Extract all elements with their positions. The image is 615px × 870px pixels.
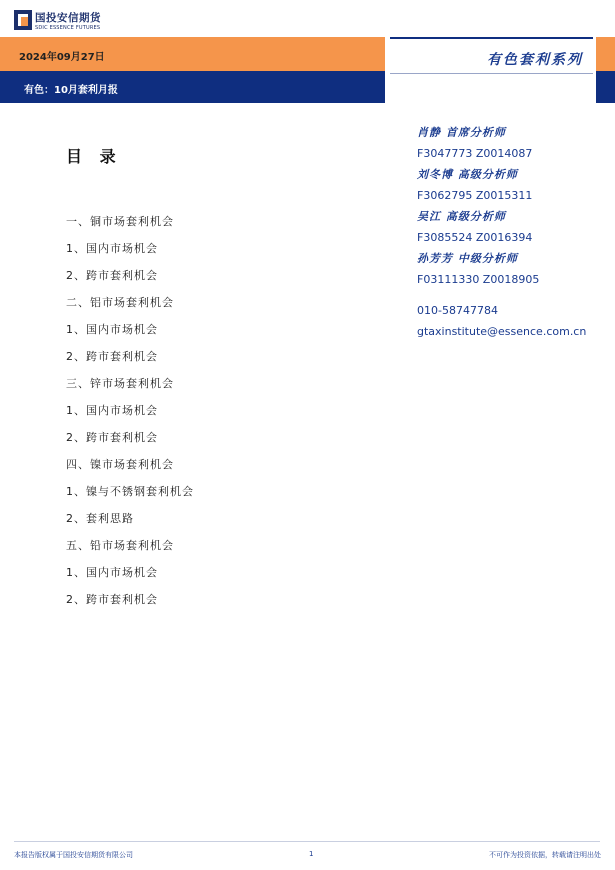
analyst-name: 肖静 首席分析师 bbox=[417, 126, 506, 139]
toc-item: 2、跨市套利机会 bbox=[66, 431, 158, 444]
toc-item: 1、镍与不锈钢套利机会 bbox=[66, 485, 194, 498]
contact-email[interactable]: gtaxinstitute@essence.com.cn bbox=[417, 325, 587, 338]
toc-item: 2、跨市套利机会 bbox=[66, 593, 158, 606]
toc-item: 三、锌市场套利机会 bbox=[66, 377, 174, 390]
logo-mark-icon bbox=[14, 10, 32, 30]
header-right-navy-band bbox=[596, 71, 615, 103]
series-title: 有色套利系列 bbox=[487, 52, 583, 68]
analyst-license: F3047773 Z0014087 bbox=[417, 147, 533, 160]
analyst-name: 孙芳芳 中级分析师 bbox=[417, 252, 518, 265]
company-logo bbox=[14, 9, 124, 35]
toc-item: 五、铅市场套利机会 bbox=[66, 539, 174, 552]
toc-item: 1、国内市场机会 bbox=[66, 404, 158, 417]
logo-text-en: SDIC ESSENCE FUTURES bbox=[35, 25, 101, 31]
footer-rule bbox=[14, 841, 600, 842]
toc-item: 2、套利思路 bbox=[66, 512, 134, 525]
series-top-rule bbox=[390, 37, 593, 39]
logo-text-cn: 国投安信期货 bbox=[35, 12, 101, 24]
analyst-list bbox=[417, 122, 539, 290]
page-number: 1 bbox=[309, 850, 314, 858]
series-title-box bbox=[390, 37, 593, 103]
toc-item: 1、国内市场机会 bbox=[66, 242, 158, 255]
toc-item: 2、跨市套利机会 bbox=[66, 350, 158, 363]
toc-item: 2、跨市套利机会 bbox=[66, 269, 158, 282]
series-mid-rule bbox=[390, 73, 593, 74]
toc-heading: 目 录 bbox=[66, 147, 122, 166]
toc-item: 1、国内市场机会 bbox=[66, 323, 158, 336]
toc-item: 1、国内市场机会 bbox=[66, 566, 158, 579]
footer-disclaimer: 不可作为投资依据，转载请注明出处 bbox=[489, 851, 601, 859]
analyst-license: F3062795 Z0015311 bbox=[417, 189, 533, 202]
toc-item: 二、铝市场套利机会 bbox=[66, 296, 174, 309]
report-subtitle: 有色：10月套利月报 bbox=[24, 85, 118, 96]
table-of-contents bbox=[66, 208, 194, 613]
analyst-name: 吴江 高级分析师 bbox=[417, 210, 506, 223]
analyst-license: F3085524 Z0016394 bbox=[417, 231, 533, 244]
contact-phone: 010-58747784 bbox=[417, 304, 498, 317]
toc-item: 四、镍市场套利机会 bbox=[66, 458, 174, 471]
analyst-license: F03111330 Z0018905 bbox=[417, 273, 540, 286]
analyst-name: 刘冬博 高级分析师 bbox=[417, 168, 518, 181]
toc-item: 一、铜市场套利机会 bbox=[66, 215, 174, 228]
report-date: 2024年09月27日 bbox=[19, 52, 105, 63]
footer-copyright: 本报告版权属于国投安信期货有限公司 bbox=[14, 851, 133, 859]
contact-info bbox=[417, 300, 586, 342]
